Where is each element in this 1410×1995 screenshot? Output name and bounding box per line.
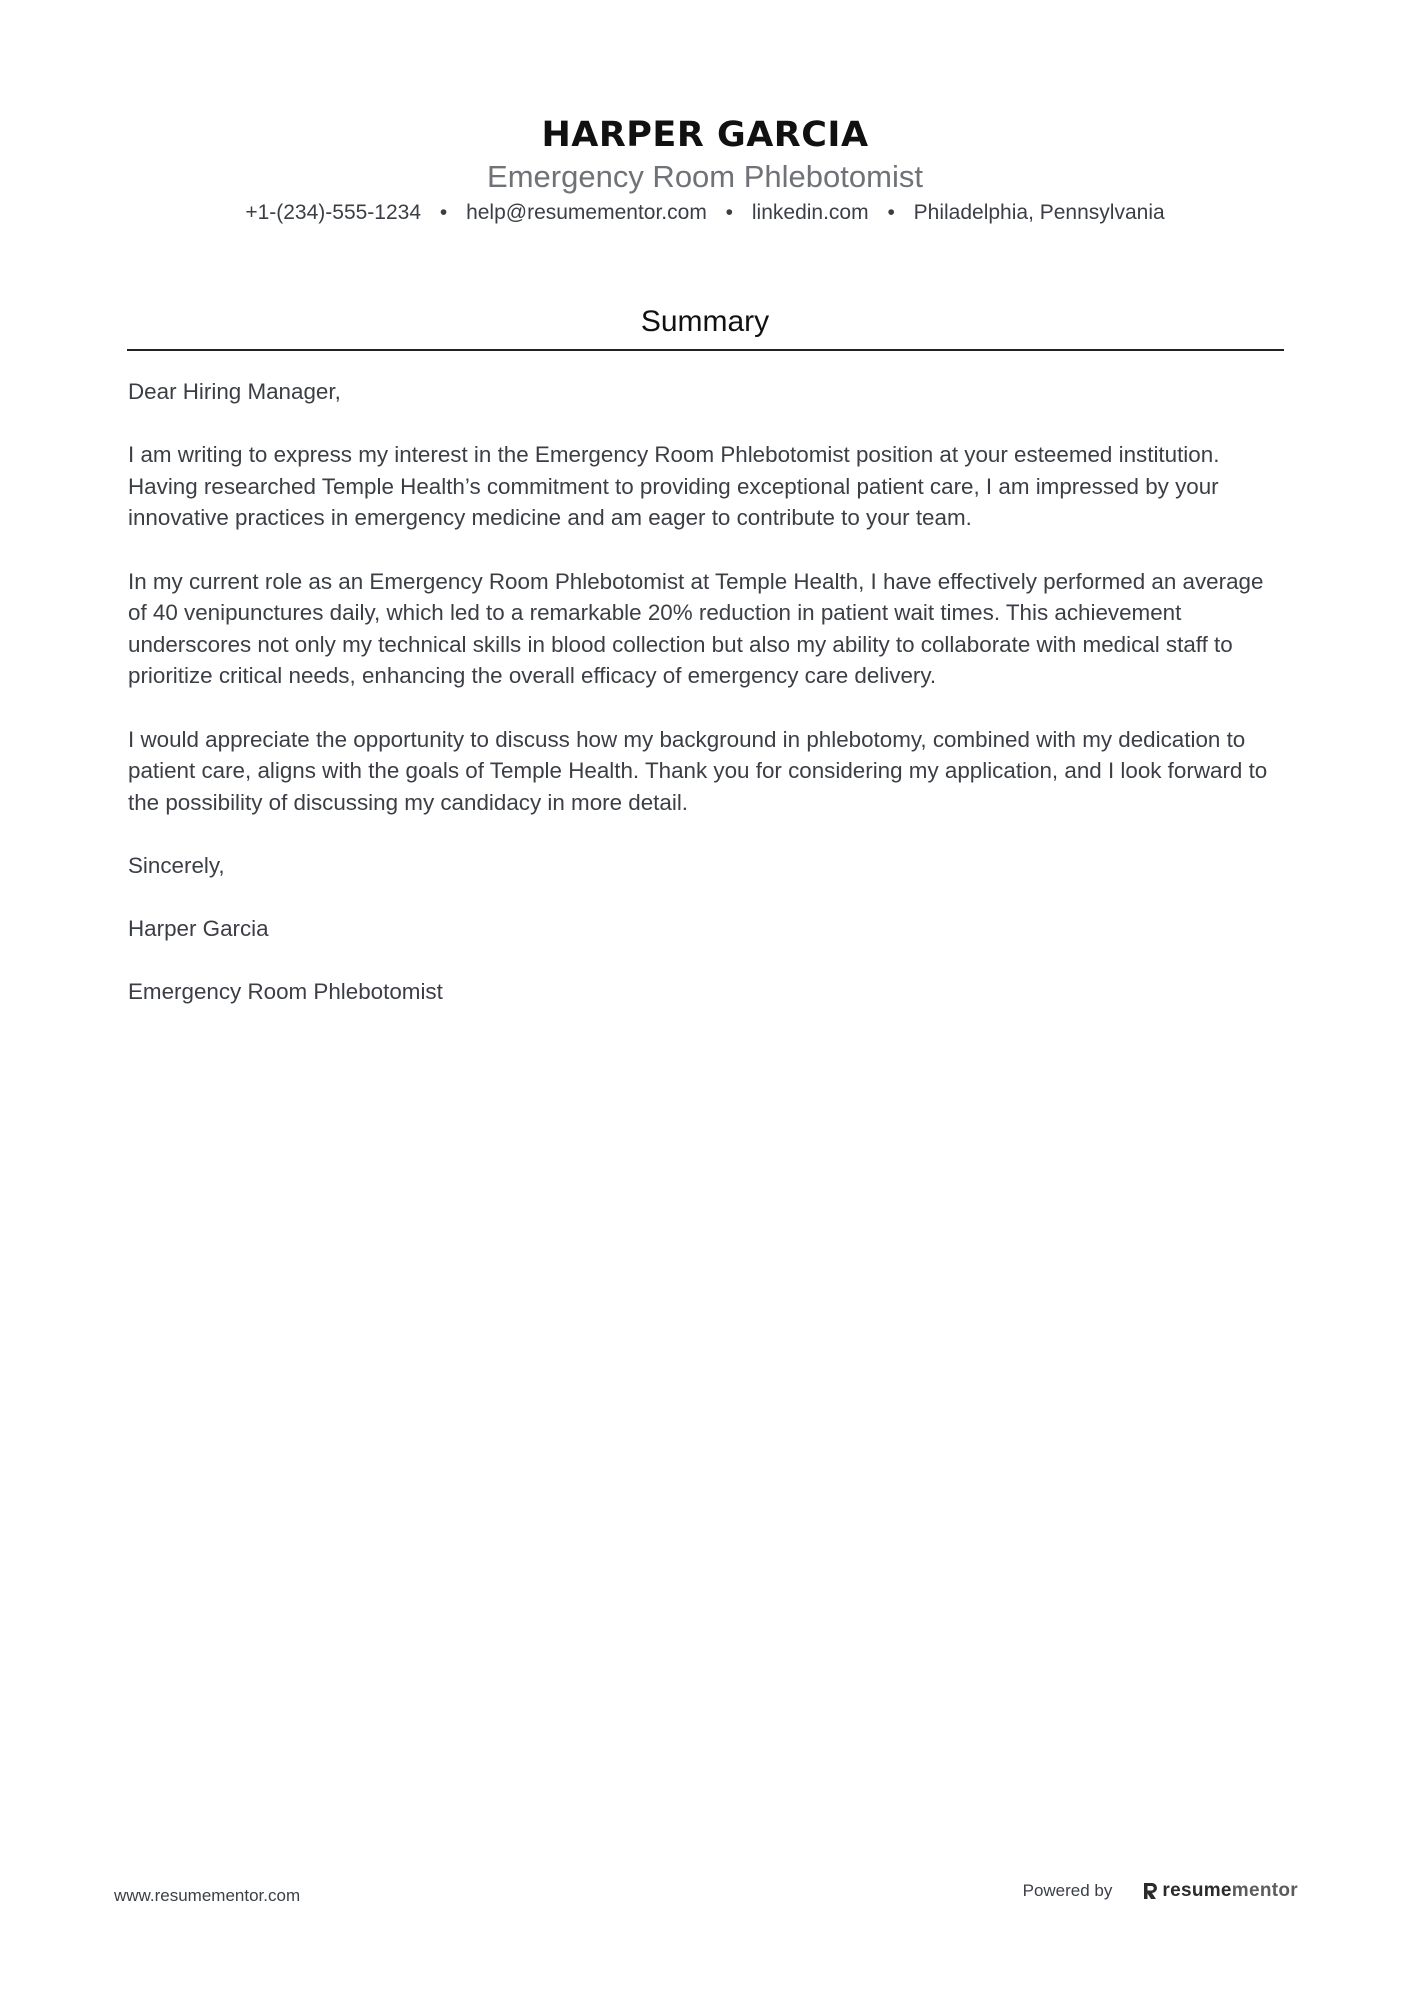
contact-line [0,197,1410,229]
contact-email[interactable]: help@resumementor.com [466,201,707,224]
footer-branding [1023,1880,1298,1902]
letter-greeting: Dear Hiring Manager, [128,379,341,404]
footer-website[interactable]: www.resumementor.com [114,1886,301,1905]
resumementor-logo-icon [1142,1881,1158,1901]
signature-title: Emergency Room Phlebotomist [128,979,443,1005]
section-divider [127,349,1284,351]
brand-logo[interactable] [1142,1880,1298,1902]
contact-separator: • [887,201,895,224]
brand-name-light: mentor [1231,1880,1298,1901]
contact-linkedin[interactable]: linkedin.com [751,201,869,224]
letter-paragraph: I am writing to express my interest in the Emergency Room Phlebotomist position at your esteemed institution. Having researched Temple Health’s commitment to providing exceptional patient care, I am impressed by your innovative practices in emergency medicine and am eager to contribute to your team. [128,442,1220,531]
contact-location: Philadelphia, Pennsylvania [913,201,1165,224]
cover-letter-body [128,376,1288,1039]
signature-name: Harper Garcia [128,916,269,942]
candidate-name: HARPER GARCIA [541,115,869,155]
contact-separator: • [439,201,448,224]
brand-name-bold: resume [1162,1880,1232,1901]
letter-paragraph: In my current role as an Emergency Room Phlebotomist at Temple Health, I have effectively performed an average of 40 venipunctures daily, which led to a remarkable 20% reduction in patient wait times. This achievement underscores not only my technical skills in blood collection but also my ability to collaborate with medical staff to prioritize critical needs, enhancing the overall efficacy of emergency care delivery. [128,568,1264,689]
contact-phone: +1-(234)-555-1234 [245,201,422,224]
powered-by-label: Powered by [1022,1881,1113,1900]
contact-separator: • [725,201,734,224]
section-title-summary: Summary [640,305,770,338]
resume-header [0,112,1410,229]
letter-paragraph: I would appreciate the opportunity to discuss how my background in phlebotomy, combined with my dedication to patient care, aligns with the goals of Temple Health. Thank you for considering my application, and I look forward to the possibility of discussing my candidacy in more detail. [128,726,1268,815]
letter-closing: Sincerely, [128,852,225,878]
candidate-title: Emergency Room Phlebotomist [487,159,923,194]
